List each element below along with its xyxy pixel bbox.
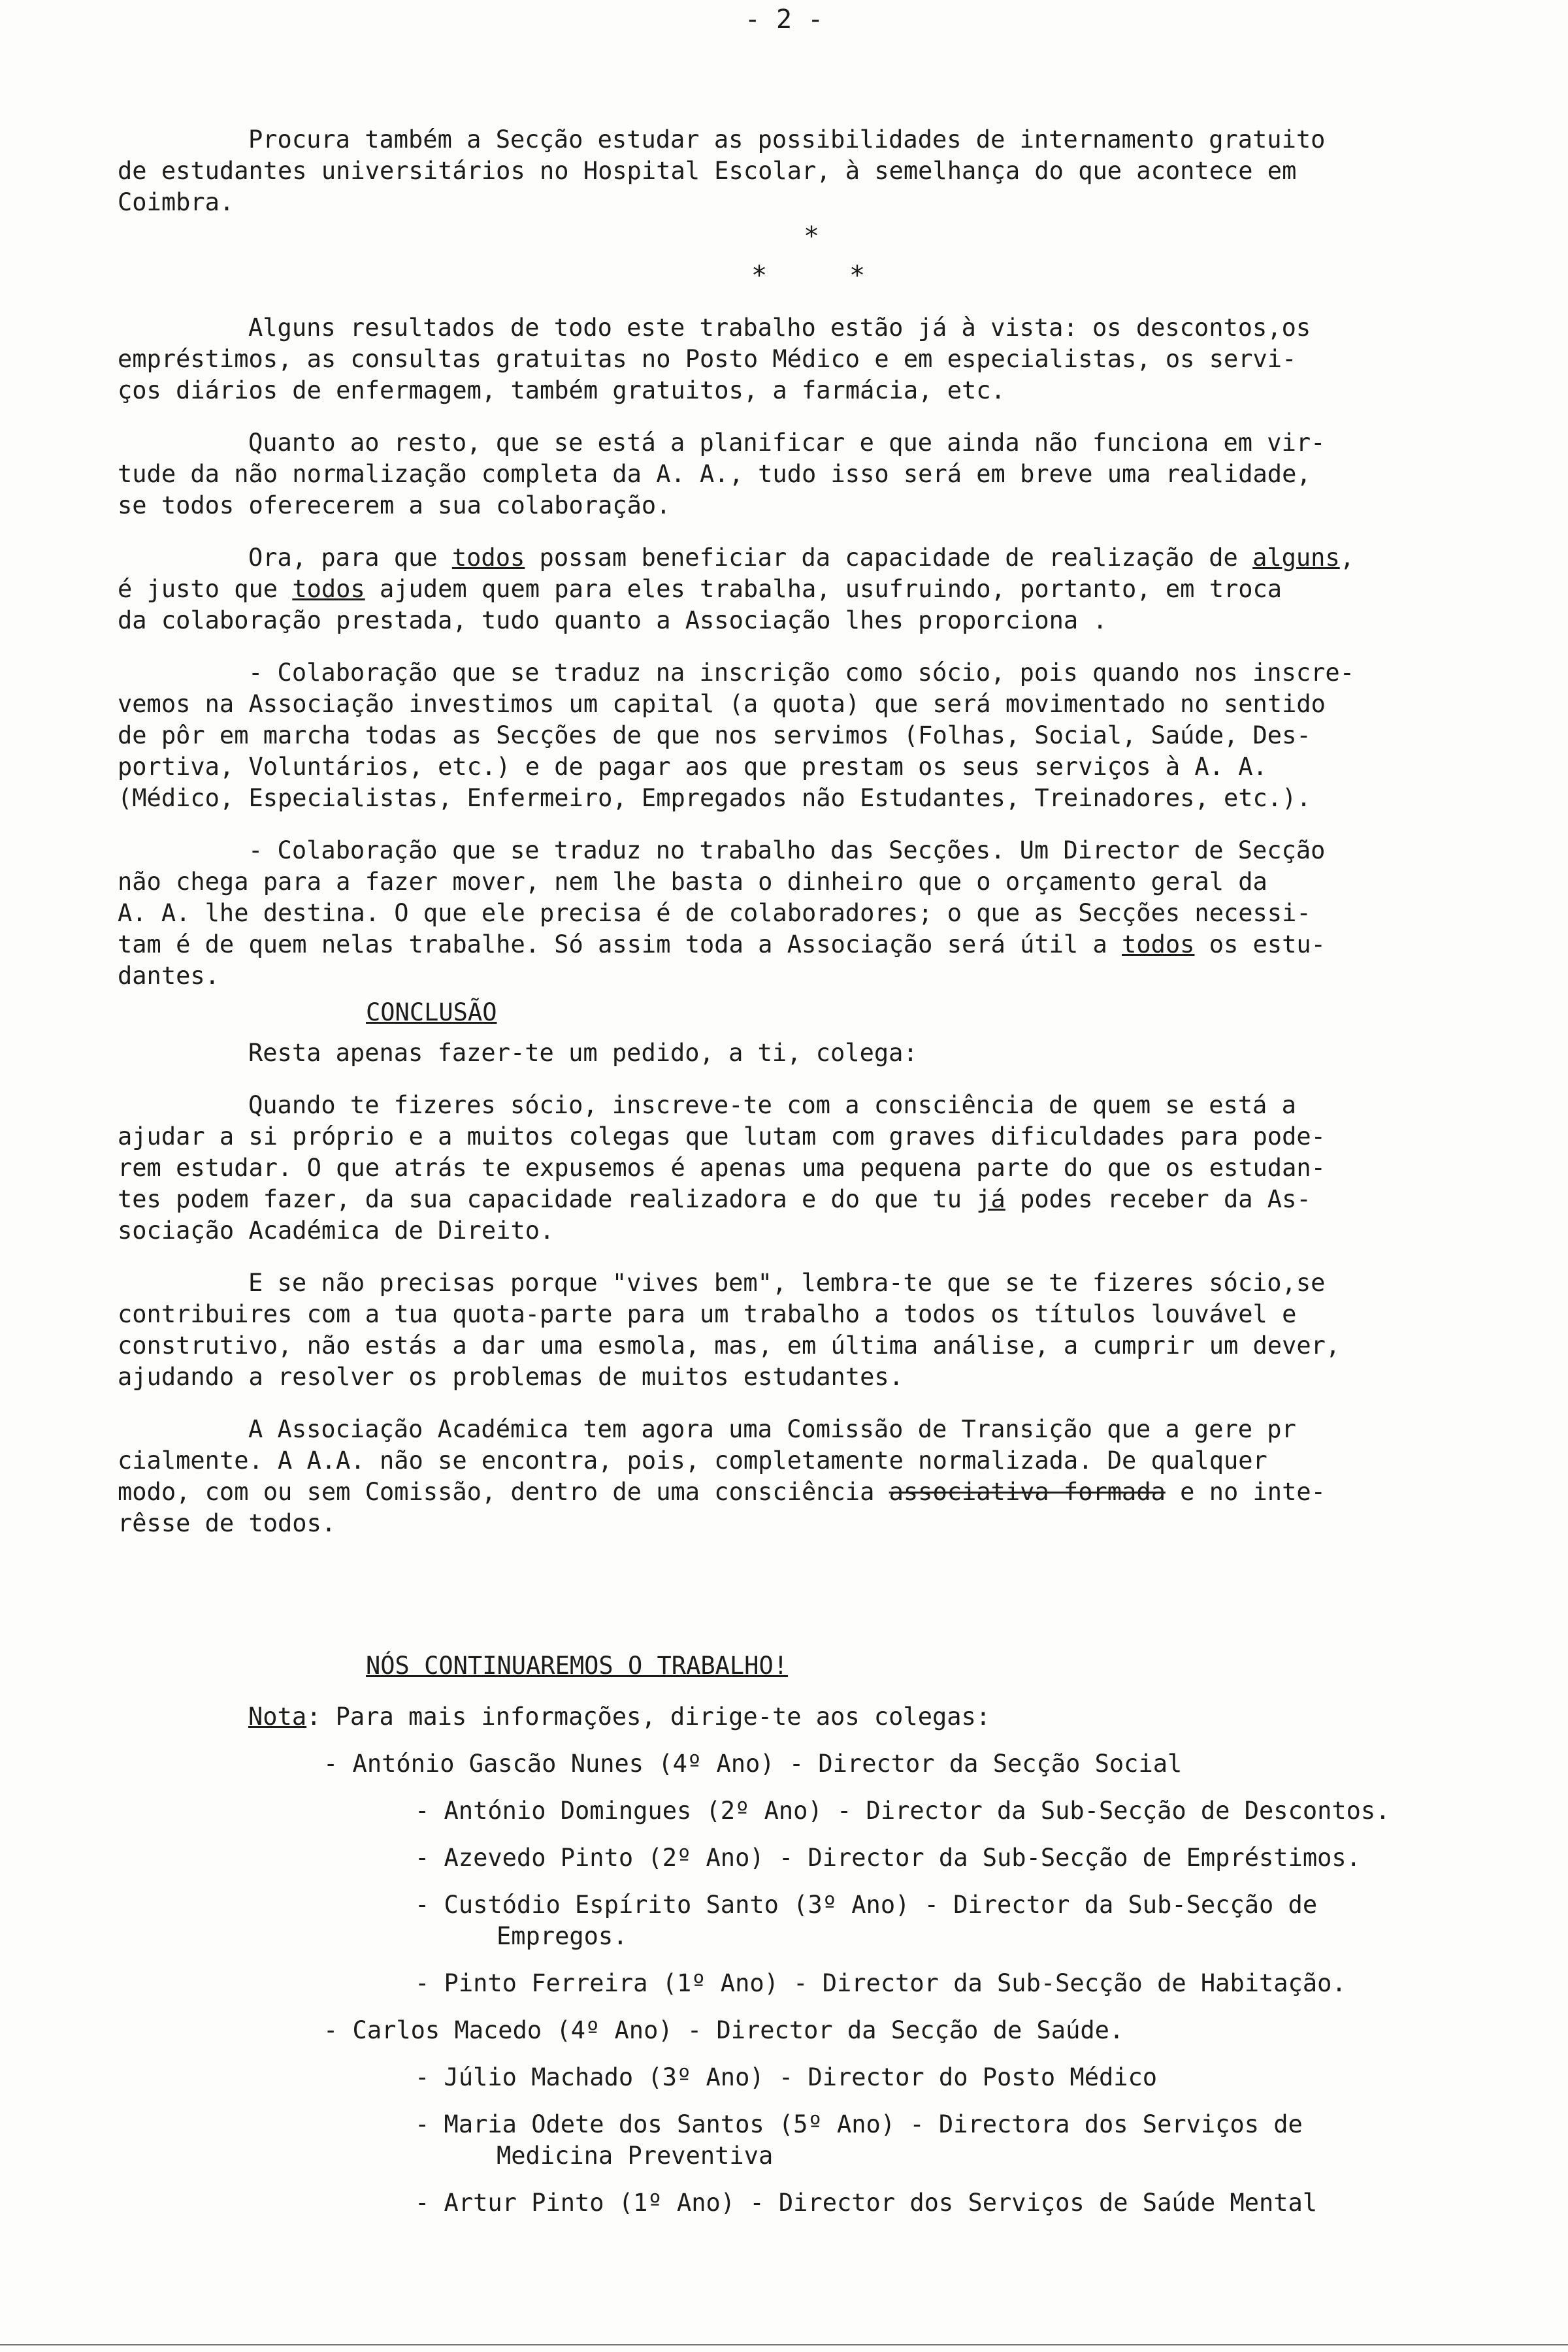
contact-text: - Azevedo Pinto (2º Ano) - Director da Sub-Secção de Empréstimos. (415, 1844, 1361, 1872)
paragraph-hospital: Procura também a Secção estudar as possibilidades de internamento gratuito de estudantes universitários no Hospital Escolar, à semelhança do que acontece em Coimbra. (118, 125, 1326, 216)
paragraph-sections-work (118, 835, 1503, 992)
paragraph-become-member (118, 1090, 1503, 1247)
underlined-word: todos (451, 544, 525, 572)
note-intro-text: : Para mais informações, dirige-te aos colegas: (306, 1703, 991, 1731)
conclusion-heading: CONCLUSÃO (366, 998, 497, 1026)
list-item (118, 1968, 1503, 1999)
underlined-word: todos (292, 575, 365, 603)
underlined-word: já (976, 1185, 1005, 1213)
paragraph-membership: - Colaboração que se traduz na inscrição como sócio, pois quando nos inscre- vemos na Associação investimos um capital (a quota) que será movimentado no sentido de pôr em marcha todas as Secções de que nos servimos (Folhas, Social, Saúde, Des- portiva, Voluntários, etc.) e de pagar aos que prestam os seus serviços à A. A. (Médico, Especialistas, Enfermeiro, Empregados não Estudantes, Treinadores, etc.). (118, 659, 1354, 812)
list-item (118, 1889, 1503, 1921)
paragraph-cooperation (118, 542, 1503, 636)
text-run: Quando te fizeres sócio, inscreve-te com a consciência de quem se está a ajudar a si próprio e a muitos colegas que lutam com graves dificuldades para pode- rem estudar. O que atrás te expusemos é apenas uma pequena parte do que os estudan- tes podem fazer, da sua capacidade realizadora e do que tu (118, 1091, 1326, 1213)
list-item (118, 2187, 1503, 2219)
list-item (118, 2062, 1503, 2093)
contact-text: - Custódio Espírito Santo (3º Ano) - Director da Sub-Secção de (415, 1891, 1318, 1919)
text-run: podes receber da As- sociação Académica de Direito. (118, 1185, 1311, 1245)
contact-text: - António Domingues (2º Ano) - Director da Sub-Secção de Descontos. (415, 1797, 1390, 1825)
contact-list (118, 1748, 1503, 2219)
contact-text: - Carlos Macedo (4º Ano) - Director da Secção de Saúde. (323, 2016, 1124, 2044)
contact-text-continuation: Medicina Preventiva (497, 2142, 774, 2170)
list-item (118, 1748, 1503, 1780)
contact-text: - Pinto Ferreira (1º Ano) - Director da Sub-Secção de Habitação. (415, 1969, 1347, 1997)
text-run: - Colaboração que se traduz no trabalho das Secções. Um Director de Secção não chega para a fazer mover, nem lhe basta o dinheiro que o orçamento geral da A. A. lhe destina. O que ele precisa é de colaboradores; o que as Secções necessi- tam é de quem nelas trabalhe. Só assim toda a Associação será útil a (118, 836, 1326, 958)
bottom-rule (0, 2344, 1568, 2345)
list-item (118, 2109, 1503, 2140)
closing-heading: NÓS CONTINUAREMOS O TRABALHO! (366, 1652, 789, 1680)
page-number: - 2 - (744, 5, 824, 35)
text-run: os estu- dantes. (118, 930, 1326, 990)
text-run: e no inte- rêsse de todos. (118, 1478, 1326, 1537)
paragraph-request: Resta apenas fazer-te um pedido, a ti, colega: (248, 1039, 918, 1067)
underlined-word: todos (1122, 930, 1195, 958)
asterisk-left: * (751, 261, 768, 291)
list-item (118, 1842, 1503, 1874)
paragraph-planning: Quanto ao resto, que se está a planificar e que ainda não funciona em vir- tude da não normalização completa da A. A., tudo isso será em breve uma realidade, se todos oferecerem a sua colaboração. (118, 429, 1326, 519)
note-section (118, 1701, 1503, 2219)
text-run: Ora, para que (248, 544, 452, 572)
contact-text: - Maria Odete dos Santos (5º Ano) - Directora dos Serviços de (415, 2110, 1303, 2138)
underlined-word: alguns (1252, 544, 1340, 572)
list-item (118, 2015, 1503, 2046)
text-run: possam beneficiar da capacidade de realização de (525, 544, 1253, 572)
asterisk-top: * (804, 221, 820, 252)
section-separator (118, 221, 1503, 312)
text-run: , é justo que (118, 544, 1354, 603)
document-body (118, 124, 1503, 2219)
paragraph-results: Alguns resultados de todo este trabalho estão já à vista: os descontos,os empréstimos, as consultas gratuitas no Posto Médico e em especialistas, os servi- ços diários de enfermagem, também gratuitos, a farmácia, etc. (118, 314, 1311, 404)
asterisk-right: * (849, 261, 866, 291)
list-item (118, 1795, 1503, 1827)
contact-text-continuation: Empregos. (497, 1922, 628, 1950)
text-run: A Associação Académica tem agora uma Comissão de Transição que a gere pr cialmente. A A.A. não se encontra, pois, completamente normalizada. De qualquer modo, com ou sem Comissão, dentro de uma consciência (118, 1415, 1296, 1506)
contact-text: - Artur Pinto (1º Ano) - Director dos Serviços de Saúde Mental (415, 2189, 1318, 2217)
paragraph-commission (118, 1414, 1503, 1539)
contact-text: - António Gascão Nunes (4º Ano) - Director da Secção Social (323, 1750, 1183, 1778)
text-run: ajudem quem para eles trabalha, usufruindo, portanto, em troca da colaboração prestada, tudo quanto a Associação lhes proporciona . (118, 575, 1282, 634)
paragraph-duty: E se não precisas porque "vives bem", lembra-te que se te fizeres sócio,se contribuires com a tua quota-parte para um trabalho a todos os títulos louvável e construtivo, não estás a dar uma esmola, mas, em última análise, a cumprir um dever, ajudando a resolver os problemas de muitos estudantes. (118, 1269, 1341, 1391)
note-label: Nota (248, 1703, 307, 1731)
contact-text: - Júlio Machado (3º Ano) - Director do Posto Médico (415, 2063, 1158, 2091)
struck-text: associativa formada (889, 1478, 1166, 1506)
note-intro (118, 1701, 1503, 1733)
